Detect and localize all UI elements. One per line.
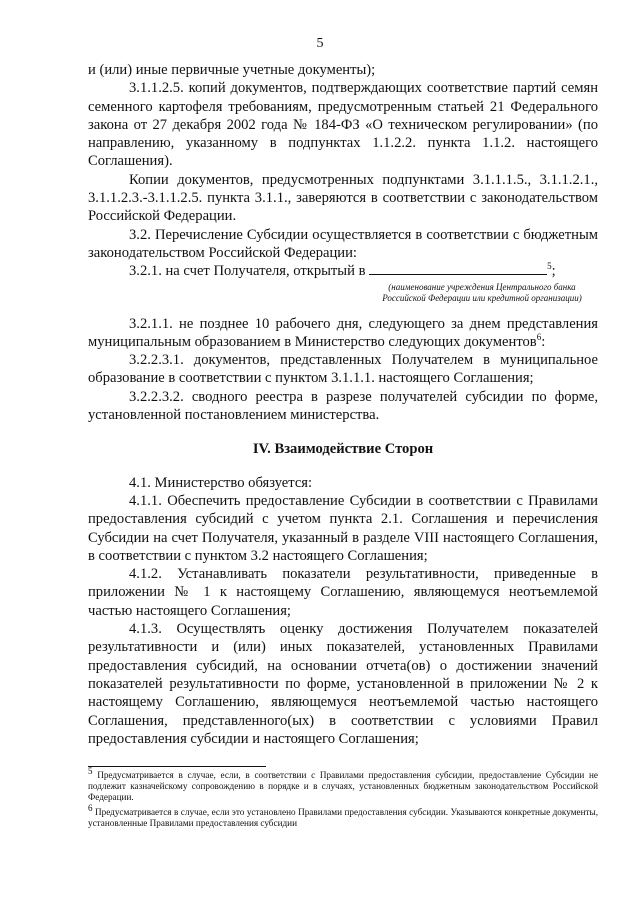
paragraph-3-2: 3.2. Перечисление Субсидии осуществляется в соответствии с бюджетным законодательством Российской Федерации: bbox=[88, 226, 598, 261]
page-number: 5 bbox=[316, 36, 324, 51]
paragraph-copies-certified: Копии документов, предусмотренных подпунктами 3.1.1.1.5., 3.1.1.2.1., 3.1.1.2.3.-3.1.1.2.5. пункта 3.1.1., заверяются в соответствии с законодательством Российской Федерации. bbox=[88, 171, 598, 225]
footnote-6: $^6$ Предусматривается в случае, если это установлено Правилами предоставления субсидии. Указываются конкретные документы, установленные Правилами предоставления субсидии bbox=[88, 802, 598, 829]
footnote-ref-5: 5 bbox=[547, 261, 552, 272]
paragraph-3-2-1-1: 3.2.1.1. не позднее 10 рабочего дня, следующего за днем представления муниципальным образованием в Министерство следующих документов$^6$: bbox=[88, 315, 598, 350]
document-body bbox=[88, 61, 598, 748]
paragraph-4-1: 4.1. Министерство обязуется: bbox=[129, 474, 313, 491]
paragraph-3-2-2-3-2: 3.2.2.3.2. сводного реестра в разрезе получателей субсидии по форме, установленной постановлением министерства. bbox=[88, 388, 598, 424]
paragraph-continuation: и (или) иные первичные учетные документы); bbox=[88, 62, 376, 78]
footnote-5: $^5$ Предусматривается в случае, если, в соответствии с Правилами предоставления субсидии, предоставление Субсидии не подлежит казначейскому сопровождению в порядке и в случаях, установленных бюджетным законодательством Российской Федерации. bbox=[88, 765, 598, 803]
bank-name-blank-line bbox=[369, 262, 547, 275]
paragraph-4-1-3: 4.1.3. Осуществлять оценку достижения Получателем показателей результативности и (или) иных показателей, установленных Правилами предоставления субсидий, на основании отчета(ов) о достижении значений показателей результативности по форме, установленной в приложении № 2 к настоящему Соглашению, являющемуся неотъемлемой частью настоящего Соглашения, представленного(ых) в соответствии с условиями Правил предоставления субсидии и настоящего Соглашения; bbox=[88, 621, 598, 747]
section-heading: IV. Взаимодействие Сторон bbox=[252, 441, 434, 458]
paragraph-3-1-1-2-5: 3.1.1.2.5. копий документов, подтверждающих соответствие партий семян семенного картофеля требованиям, предусмотренным статьей 21 Федерального закона от 27 декабря 2002 года № 184-ФЗ «О техническом регулировании» (по направлению, указанному в подпунктах 1.1.2.2. пункта 1.1.2. настоящего Соглашения). bbox=[88, 80, 598, 170]
paragraph-3-2-1-text: 3.2.1. на счет Получателя, открытый в bbox=[129, 263, 366, 280]
paragraph-4-1-2: 4.1.2. Устанавливать показатели результативности, приведенные в приложении № 1 к настоящему Соглашению, являющемуся неотъемлемой частью настоящего Соглашения; bbox=[88, 566, 598, 619]
footnote-separator bbox=[88, 766, 266, 767]
footnote-ref-6: 6 bbox=[536, 332, 542, 342]
paragraph-4-1-1: 4.1.1. Обеспечить предоставление Субсидии в соответствии с Правилами предоставления субсидий с учетом пункта 2.1. Соглашения и перечисления Субсидии на счет Получателя, указанный в разделе VIII настоящего Соглашения, в соответствии с пунктом 3.2 настоящего Соглашения; bbox=[88, 492, 598, 564]
paragraph-3-2-1: 3.2.1. на счет Получателя, открытый в $^5$; bbox=[129, 261, 556, 280]
paragraph-3-2-2-3-1: 3.2.2.3.1. документов, представленных Получателем в муниципальное образование в соответствии с пунктом 3.1.1.1. настоящего Соглашения; bbox=[88, 352, 598, 387]
bank-name-caption: (наименование учреждения Центрального банка Российской Федерации или кредитной организации) bbox=[382, 281, 582, 303]
